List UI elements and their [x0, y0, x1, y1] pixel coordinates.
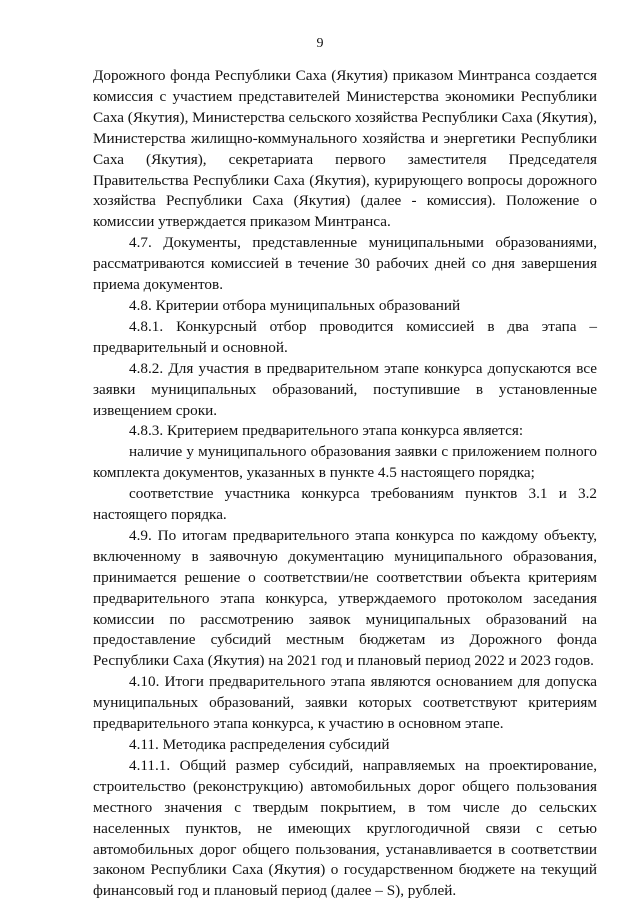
- paragraph-4-8-heading: 4.8. Критерии отбора муниципальных образований: [129, 296, 461, 314]
- paragraph-4-10: 4.10. Итоги предварительного этапа являются основанием для допуска муниципальных образований, заявки которых соответствуют критериям предварительного этапа конкурса, к участию в основном этапе.: [93, 673, 597, 733]
- page-number: 9: [316, 36, 324, 51]
- paragraph-4-7: 4.7. Документы, представленные муниципальными образованиями, рассматриваются комиссией в течение 30 рабочих дней со дня завершения приема документов.: [93, 234, 597, 294]
- paragraph-4-11-heading: 4.11. Методика распределения субсидий: [129, 736, 390, 753]
- paragraph-4-9: 4.9. По итогам предварительного этапа конкурса по каждому объекту, включенному в заявочную документацию муниципального образования, принимается решение о соответствии/не соответствии объекта критериям предварительного этапа конкурса, утверждаемого протоколом заседания комиссии по рассмотрению заявок муниципальных образований на предоставление субсидий местным бюджетам из Дорожного фонда Республики Саха (Якутия) на 2021 год и плановый период 2022 и 2023 годов.: [93, 526, 597, 670]
- paragraph-4-8-3: 4.8.3. Критерием предварительного этапа конкурса является:: [129, 422, 524, 440]
- paragraph-criterion-requirements: соответствие участника конкурса требованиям пунктов 3.1 и 3.2 настоящего порядка.: [93, 485, 597, 524]
- document-body: [93, 66, 597, 902]
- paragraph-4-11-1: 4.11.1. Общий размер субсидий, направляемых на проектирование, строительство (реконструкцию) автомобильных дорог общего пользования местного значения с твердым покрытием, в том числе до сельских населенных пунктов, не имеющих круглогодичной связи с сетью автомобильных дорог общего пользования, устанавливается в соответствии законом Республики Саха (Якутия) о государственном бюджете на текущий финансовый год и плановый период (далее – S), рублей.: [93, 756, 597, 900]
- paragraph-4-8-1: 4.8.1. Конкурсный отбор проводится комиссией в два этапа – предварительный и основной.: [93, 317, 597, 356]
- paragraph-commission-continuation: Дорожного фонда Республики Саха (Якутия) приказом Минтранса создается комиссия с участием представителей Министерства экономики Республики Саха (Якутия), Министерства сельского хозяйства Республики Саха (Якутия), Министерства жилищно-коммунального хозяйства и энергетики Республики Саха (Якутия), секретариата первого заместителя Председателя Правительства Республики Саха (Якутия), курирующего вопросы дорожного хозяйства Республики Саха (Якутия) (далее - комиссия). Положение о комиссии утверждается приказом Минтранса.: [93, 67, 597, 231]
- paragraph-4-8-2: 4.8.2. Для участия в предварительном этапе конкурса допускаются все заявки муниципальных образований, поступившие в установленные извещением сроки.: [93, 359, 597, 419]
- paragraph-criterion-documents: наличие у муниципального образования заявки с приложением полного комплекта документов, указанных в пункте 4.5 настоящего порядка;: [93, 443, 597, 482]
